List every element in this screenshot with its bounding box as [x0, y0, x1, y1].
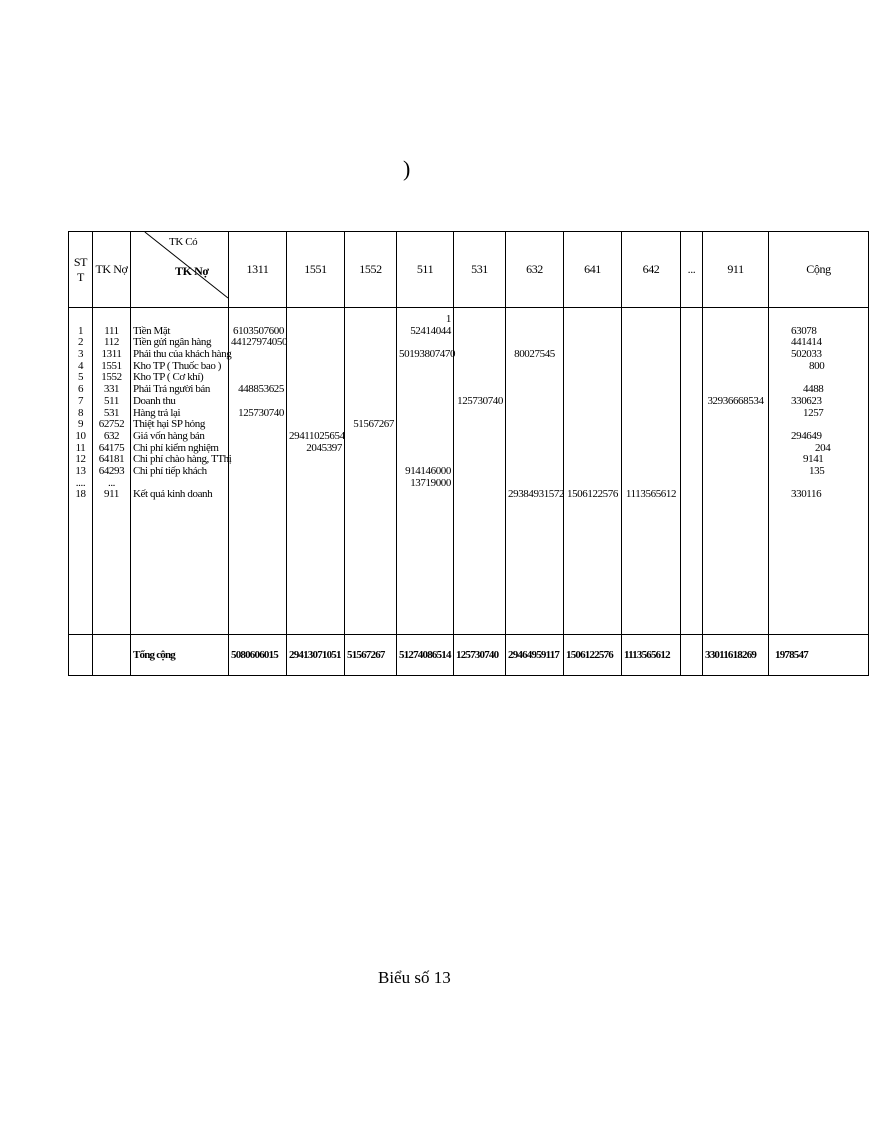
col-1311-values [229, 308, 287, 635]
stt-cell: 3 [77, 348, 84, 361]
spacer [508, 314, 561, 326]
account-name: Phải Trả người bán [133, 383, 211, 396]
spacer [347, 314, 394, 326]
header-col-632: 632 [506, 232, 564, 308]
value-cell [399, 419, 451, 431]
stt-cell: .... [75, 476, 86, 489]
value-cell [508, 384, 561, 396]
ledger-table [68, 231, 869, 676]
value-cell [347, 372, 394, 384]
value-cell [399, 384, 451, 396]
account-name: Kho TP ( Thuốc bao ) [133, 359, 222, 372]
spacer [705, 314, 766, 326]
header-tk-no: TK Nợ [93, 232, 131, 308]
value-cell: 800 [809, 359, 825, 372]
spacer [71, 314, 90, 326]
stt-cell: 4 [77, 359, 84, 372]
value-cell [705, 337, 766, 349]
value-cell: 294649 [791, 429, 822, 442]
header-col-511: 511 [397, 232, 454, 308]
value-cell [566, 419, 619, 431]
value-cell [624, 349, 678, 361]
closing-parenthesis: ) [403, 156, 411, 181]
value-cell [624, 337, 678, 349]
value-cell: 441414 [791, 336, 822, 349]
value-cell [399, 396, 451, 408]
header-col-1551: 1551 [287, 232, 345, 308]
total-632: 29464959117 [506, 635, 564, 676]
value-cell [289, 349, 342, 361]
value-cell: 13719000 [410, 476, 451, 489]
header-tk-no-label: TK Nợ [175, 264, 209, 278]
value-cell [566, 396, 619, 408]
stt-cell: 10 [75, 429, 86, 442]
account-name: Hàng trả lại [133, 406, 181, 419]
spacer [289, 314, 342, 326]
total-stt [69, 635, 93, 676]
value-cell [624, 419, 678, 431]
header-col-642: 642 [622, 232, 681, 308]
value-cell [624, 408, 678, 420]
stt-cell: 2 [77, 336, 84, 349]
account-name: Chi phí kiểm nghiệm [133, 441, 219, 454]
stt-cell: 11 [75, 441, 86, 454]
account-name: Doanh thu [133, 394, 176, 407]
value-cell [347, 361, 394, 373]
account-name: Chi phí tiếp khách [133, 464, 207, 477]
value-cell [508, 408, 561, 420]
account-name: Kho TP ( Cơ khí) [133, 371, 204, 384]
stt-cell: 9 [77, 418, 84, 431]
value-cell [508, 419, 561, 431]
total-1552: 51567267 [345, 635, 397, 676]
value-cell: 502033 [791, 348, 822, 361]
col-911-values [703, 308, 769, 635]
value-cell: 63078 [791, 324, 817, 337]
tk-cell: 64293 [98, 464, 125, 477]
col-632-values [506, 308, 564, 635]
value-cell [289, 326, 342, 338]
value-cell: 1257 [803, 406, 824, 419]
value-cell [566, 361, 619, 373]
col-ellipsis-values [681, 308, 703, 635]
value-cell [508, 326, 561, 338]
tk-cell: 62752 [98, 418, 125, 431]
total-511: 51274086514 [397, 635, 454, 676]
value-cell [624, 454, 678, 466]
value-cell: 914146000 [405, 464, 451, 477]
header-col-1552: 1552 [345, 232, 397, 308]
value-cell: 29411025654 [289, 429, 345, 442]
tk-cell: 1552 [101, 371, 122, 384]
stt-cell: 7 [77, 394, 84, 407]
value-cell [566, 443, 619, 455]
value-cell [508, 466, 561, 478]
value-cell [231, 361, 284, 373]
col-641-values [564, 308, 622, 635]
total-tk [93, 635, 131, 676]
value-cell [624, 443, 678, 455]
stt-cell: 12 [75, 453, 86, 466]
value-cell [289, 361, 342, 373]
col-531-values [454, 308, 506, 635]
spacer [624, 314, 678, 326]
tk-cell: 111 [104, 324, 119, 337]
value-cell: 32936668534 [707, 394, 764, 407]
value-cell [566, 326, 619, 338]
value-cell [508, 454, 561, 466]
value-cell: 6103507600 [232, 324, 284, 337]
header-diagonal-cell [131, 232, 229, 308]
value-cell [624, 431, 678, 443]
value-cell [399, 443, 451, 455]
header-row [69, 232, 869, 308]
value-cell [289, 337, 342, 349]
account-name: Tiền gửi ngân hàng [133, 336, 212, 349]
col-total-values [769, 308, 869, 635]
value-cell: 1 [445, 313, 451, 325]
value-cell [347, 396, 394, 408]
account-name: Thiệt hại SP hỏng [133, 418, 205, 431]
account-name: Chi phí chào hàng, TThị [133, 453, 232, 466]
value-cell [289, 372, 342, 384]
body-row [69, 308, 869, 635]
value-cell: 330623 [791, 394, 822, 407]
total-1551: 29413071051 [287, 635, 345, 676]
value-cell [508, 431, 561, 443]
value-cell [705, 361, 766, 373]
tk-cell: 1551 [101, 359, 122, 372]
stt-cell: 18 [75, 488, 86, 501]
value-cell [624, 466, 678, 478]
value-cell [508, 396, 561, 408]
value-cell [347, 349, 394, 361]
caption: Biểu số 13 [378, 968, 451, 987]
value-cell: 29384931572 [508, 488, 565, 501]
total-grand: 1978547 [769, 635, 869, 676]
value-cell: 330116 [791, 488, 822, 501]
value-cell [624, 361, 678, 373]
value-cell [508, 372, 561, 384]
value-cell: 204 [815, 441, 831, 454]
value-cell [289, 408, 342, 420]
account-name: Kết quả kinh doanh [133, 488, 213, 501]
value-cell [624, 372, 678, 384]
tk-cell: 1311 [101, 348, 122, 361]
total-label: Tổng cộng [131, 635, 229, 676]
value-cell [624, 384, 678, 396]
value-cell [566, 384, 619, 396]
tk-column [93, 308, 131, 635]
value-cell [399, 372, 451, 384]
total-row [69, 635, 869, 676]
header-col-641: 641 [564, 232, 622, 308]
value-cell [624, 326, 678, 338]
header-col-1311: 1311 [229, 232, 287, 308]
value-cell [399, 431, 451, 443]
total-ellipsis [681, 635, 703, 676]
value-cell [231, 396, 284, 408]
value-cell [399, 408, 451, 420]
value-cell [705, 349, 766, 361]
value-cell: 2045397 [306, 441, 342, 454]
spacer [133, 314, 226, 326]
spacer [566, 314, 619, 326]
ledger-sheet [68, 231, 831, 671]
value-cell [566, 337, 619, 349]
tk-cell: ... [107, 476, 116, 489]
value-cell [705, 372, 766, 384]
value-cell [705, 326, 766, 338]
spacer [791, 314, 866, 326]
col-1552-values [345, 308, 397, 635]
spacer [456, 314, 503, 326]
header-stt: ST T [69, 232, 93, 308]
tk-cell: 511 [104, 394, 119, 407]
value-cell [231, 349, 284, 361]
header-tk-co-label: TK Có [169, 236, 198, 248]
value-cell [508, 443, 561, 455]
tk-cell: 64181 [98, 453, 125, 466]
tk-cell: 112 [104, 336, 119, 349]
value-cell [624, 396, 678, 408]
account-name: Giá vốn hàng bán [133, 429, 205, 442]
stt-cell: 13 [75, 464, 86, 477]
value-cell [456, 349, 503, 361]
header-col-ellipsis: ... [681, 232, 703, 308]
value-cell [456, 361, 503, 373]
value-cell [566, 466, 619, 478]
value-cell [456, 372, 503, 384]
value-cell: 80027545 [514, 348, 555, 361]
total-1311: 5080606015 [229, 635, 287, 676]
value-cell [566, 454, 619, 466]
stt-cell: 6 [77, 383, 84, 396]
header-col-911: 911 [703, 232, 769, 308]
tk-cell: 911 [104, 488, 119, 501]
value-cell [456, 337, 503, 349]
value-cell [566, 372, 619, 384]
header-col-531: 531 [454, 232, 506, 308]
col-642-values [622, 308, 681, 635]
tk-cell: 331 [103, 383, 120, 396]
value-cell: 52414044 [410, 324, 451, 337]
stt-cell: 1 [77, 324, 84, 337]
stt-column [69, 308, 93, 635]
value-cell: 125730740 [238, 406, 284, 419]
value-cell [566, 349, 619, 361]
value-cell [508, 361, 561, 373]
value-cell: 44127974050 [231, 336, 288, 349]
value-cell: 9141 [803, 453, 824, 466]
value-cell: 50193807470 [399, 348, 456, 361]
col-1551-values [287, 308, 345, 635]
value-cell [289, 384, 342, 396]
value-cell [399, 361, 451, 373]
tk-cell: 531 [103, 406, 120, 419]
value-cell [566, 431, 619, 443]
stt-cell: 8 [77, 406, 84, 419]
value-cell: 51567267 [353, 418, 394, 431]
value-cell: 4488 [803, 383, 824, 396]
total-641: 1506122576 [564, 635, 622, 676]
value-cell [347, 384, 394, 396]
total-531: 125730740 [454, 635, 506, 676]
value-cell [347, 337, 394, 349]
value-cell: 1113565612 [625, 488, 677, 501]
value-cell [347, 326, 394, 338]
account-name: Tiền Mặt [133, 324, 171, 337]
account-name: Phải thu của khách hàng [133, 348, 232, 361]
value-cell: 135 [809, 464, 825, 477]
value-cell: 1506122576 [566, 488, 618, 501]
total-642: 1113565612 [622, 635, 681, 676]
tk-cell: 632 [103, 429, 120, 442]
value-cell: 448853625 [238, 383, 284, 396]
tk-cell: 64175 [98, 441, 125, 454]
value-cell: 125730740 [457, 394, 503, 407]
value-cell [566, 408, 619, 420]
value-cell [289, 396, 342, 408]
value-cell [456, 326, 503, 338]
spacer [231, 314, 284, 326]
stt-cell: 5 [77, 371, 84, 384]
spacer [95, 314, 128, 326]
header-col-total: Cộng [769, 232, 869, 308]
total-911: 33011618269 [703, 635, 769, 676]
account-name-column [131, 308, 232, 635]
col-511-values [397, 308, 454, 635]
